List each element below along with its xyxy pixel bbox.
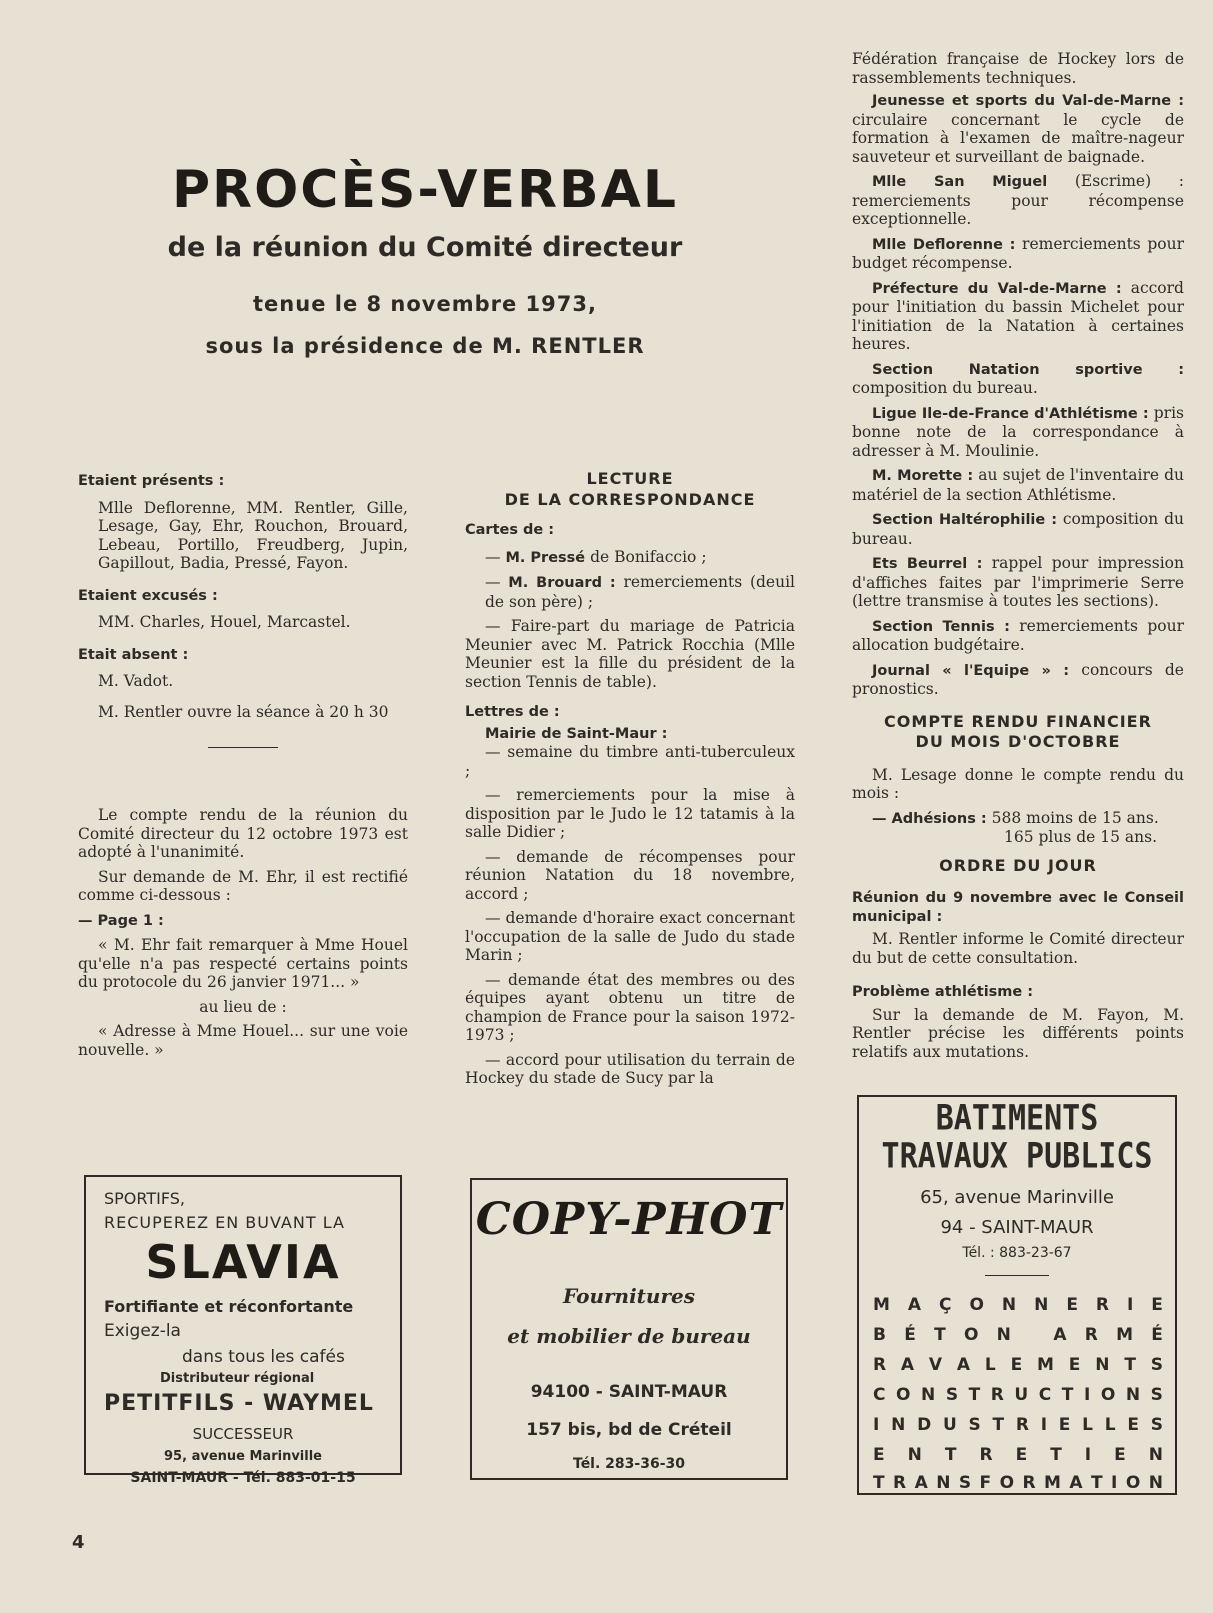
ad-line: SUCCESSEUR — [192, 1425, 294, 1443]
meeting-date: tenue le 8 novembre 1973, — [253, 292, 597, 316]
correspondence-item: Section Tennis : remerciements pour allocation budgétaire. — [852, 616, 1184, 654]
meeting-heading: Réunion du 9 novembre avec le Conseil municipal : — [852, 890, 1184, 925]
slavia-ad — [84, 1175, 402, 1486]
ad-line: 65, avenue Marinville — [920, 1187, 1114, 1208]
card-item: — M. Brouard : remerciements (deuil de son père) ; — [485, 573, 795, 611]
service-line: B É T O N A R M É — [873, 1325, 1163, 1345]
service-line: I N D U S T R I E L L E S — [873, 1415, 1163, 1435]
letters-heading: Lettres de : — [465, 704, 560, 720]
presents-list: Mlle Deflorenne, MM. Rentler, Gille, Lesage, Gay, Ehr, Rouchon, Brouard, Lebeau, Portillo, Freudberg, Jupin, Gapillout, Badia, Pressé, Fayon. — [98, 498, 408, 572]
ad-line: et mobilier de bureau — [507, 1324, 751, 1348]
excuses-heading: Etaient excusés : — [78, 587, 218, 604]
service-line: C O N S T R U C T I O N S — [873, 1385, 1163, 1405]
left-column — [78, 472, 408, 1065]
letter-item: — demande état des membres ou des équipes ayant obtenu un titre de champion de France pour la saison 1972-1973 ; — [465, 970, 795, 1044]
rectification-note: Sur demande de M. Ehr, il est rectifié comme ci-dessous : — [78, 867, 408, 904]
correspondence-item: Ets Beurrel : rappel pour impression d'affiches faites par l'imprimerie Serre (lettre transmise à toutes les sections). — [852, 554, 1184, 610]
correspondence-item: Journal « l'Equipe » : concours de pronostics. — [852, 660, 1184, 698]
service-line: E N T R E T I E N — [873, 1445, 1163, 1465]
ad-line: 95, avenue Marinville — [164, 1449, 322, 1464]
middle-column — [465, 470, 795, 1094]
correspondence-item: Préfecture du Val-de-Marne : accord pour l'initiation du bassin Michelet pour l'initiation de la Natation à certaines heures. — [852, 278, 1184, 353]
right-column — [852, 50, 1184, 1067]
page-subtitle: de la réunion du Comité directeur — [167, 232, 683, 263]
ad-line: 157 bis, bd de Créteil — [526, 1420, 732, 1440]
correspondence-item: Section Haltérophilie : composition du bureau. — [852, 510, 1185, 548]
correspondence-item: Mlle Deflorenne : remerciements pour budget récompense. — [852, 234, 1184, 272]
correspondence-item: M. Morette : au sujet de l'inventaire du matériel de la section Athlétisme. — [852, 466, 1185, 504]
correspondence-item: Mlle San Miguel (Escrime) : remerciements pour récompense exceptionnelle. — [852, 172, 1184, 228]
service-line: T R A N S F O R M A T I O N — [873, 1473, 1163, 1493]
absent-list: M. Vadot. — [98, 672, 174, 690]
ad-line: SPORTIFS, — [104, 1189, 186, 1208]
meeting-text: M. Rentler informe le Comité directeur du but de cette consultation. — [852, 930, 1184, 967]
instead-of: au lieu de : — [199, 997, 287, 1016]
ad-line: 94 - SAINT-MAUR — [940, 1217, 1094, 1238]
memberships-second: 165 plus de 15 ans. — [1004, 828, 1158, 846]
correspondence-item: Ligue Ile-de-France d'Athlétisme : pris bonne note de la correspondance à adresser à M. Moulinie. — [852, 403, 1184, 460]
service-line: R A V A L E M E N T S — [873, 1355, 1163, 1375]
athletics-heading: Problème athlétisme : — [852, 984, 1034, 1000]
correspondence-item: Section Natation sportive : composition du bureau. — [852, 361, 1184, 397]
service-line: M A Ç O N N E R I E — [873, 1295, 1163, 1315]
ad-line: Fortifiante et réconfortante — [104, 1297, 354, 1316]
ad-line: dans tous les cafés — [182, 1347, 345, 1367]
ad-line: Tél. 283-36-30 — [573, 1456, 685, 1472]
copy-phot-ad — [470, 1178, 788, 1480]
letter-item: — semaine du timbre anti-tuberculeux ; — [465, 743, 795, 780]
ad-line: RECUPEREZ EN BUVANT LA — [104, 1213, 345, 1232]
ad-line: Fournitures — [563, 1284, 695, 1308]
mairie-heading: Mairie de Saint-Maur : — [485, 725, 668, 742]
meeting-presidency: sous la présidence de M. RENTLER — [205, 334, 645, 358]
ad-line: BATIMENTS — [935, 1098, 1099, 1139]
minutes-approval: Le compte rendu de la réunion du Comité directeur du 12 octobre 1973 est adopté à l'unanimité. — [78, 806, 408, 861]
financial-heading-1: COMPTE RENDU FINANCIER — [884, 711, 1152, 731]
absent-heading: Etait absent : — [78, 646, 189, 663]
ad-line: 94100 - SAINT-MAUR — [530, 1382, 728, 1402]
card-item: — M. Pressé de Bonifaccio ; — [485, 547, 707, 566]
letter-item: — accord pour utilisation du terrain de Hockey du stade de Sucy par la — [465, 1050, 795, 1087]
ad-line: Tél. : 883-23-67 — [962, 1245, 1072, 1261]
correspondence-item: Jeunesse et sports du Val-de-Marne : circulaire concernant le cycle de formation à l'examen de maître-nageur sauveteur et surveillant de baignade. — [852, 93, 1184, 166]
divider — [208, 747, 278, 748]
correspondence-heading-2: DE LA CORRESPONDANCE — [504, 489, 756, 509]
ad-divider — [985, 1275, 1049, 1276]
financial-heading-2: DU MOIS D'OCTOBRE — [915, 732, 1121, 751]
letter-item: — remerciements pour la mise à disposition par le Judo le 12 tatamis à la salle Didier ; — [465, 786, 795, 841]
quote-corrected: « M. Ehr fait remarquer à Mme Houel qu'elle n'a pas respecté certains points du protocole du 26 janvier 1971... » — [78, 936, 408, 991]
ad-line: SAINT-MAUR - Tél. 883-01-15 — [130, 1470, 356, 1486]
card-item: — Faire-part du mariage de Patricia Meunier avec M. Patrick Rocchia (Mlle Meunier est la fille du président de la section Tennis de table). — [465, 617, 795, 691]
excuses-list: MM. Charles, Houel, Marcastel. — [98, 613, 351, 631]
opening-note: M. Rentler ouvre la séance à 20 h 30 — [98, 702, 389, 721]
quote-original: « Adresse à Mme Houel... sur une voie nouvelle. » — [78, 1022, 408, 1059]
agenda-heading: ORDRE DU JOUR — [939, 855, 1097, 875]
financial-intro: M. Lesage donne le compte rendu du mois : — [852, 765, 1184, 802]
ad-line: TRAVAUX PUBLICS — [881, 1136, 1153, 1177]
copy-phot-brand: COPY-PHOT — [475, 1194, 783, 1245]
batiments-ad — [857, 1095, 1177, 1495]
presents-heading: Etaient présents : — [78, 473, 225, 489]
correspondence-heading-1: LECTURE — [586, 469, 674, 488]
page-number: 4 — [72, 1532, 85, 1553]
ad-line: Exigez-la — [104, 1321, 181, 1341]
slavia-brand: SLAVIA — [145, 1235, 341, 1289]
continuation-text: Fédération française de Hockey lors de rassemblements techniques. — [852, 50, 1184, 87]
letter-item: — demande de récompenses pour réunion Natation du 18 novembre, accord ; — [465, 847, 795, 903]
ad-line: Distributeur régional — [160, 1371, 315, 1386]
page-reference: — Page 1 : — [78, 912, 164, 929]
page-title: PROCÈS-VERBAL — [171, 160, 679, 220]
athletics-text: Sur la demande de M. Fayon, M. Rentler précise les différents points relatifs aux mutations. — [852, 1005, 1184, 1061]
ad-line: PETITFILS - WAYMEL — [104, 1391, 374, 1416]
memberships: — Adhésions : 588 moins de 15 ans. — [872, 808, 1159, 827]
cards-heading: Cartes de : — [465, 522, 555, 538]
letter-item: — demande d'horaire exact concernant l'occupation de la salle de Judo du stade Marin ; — [465, 909, 795, 964]
